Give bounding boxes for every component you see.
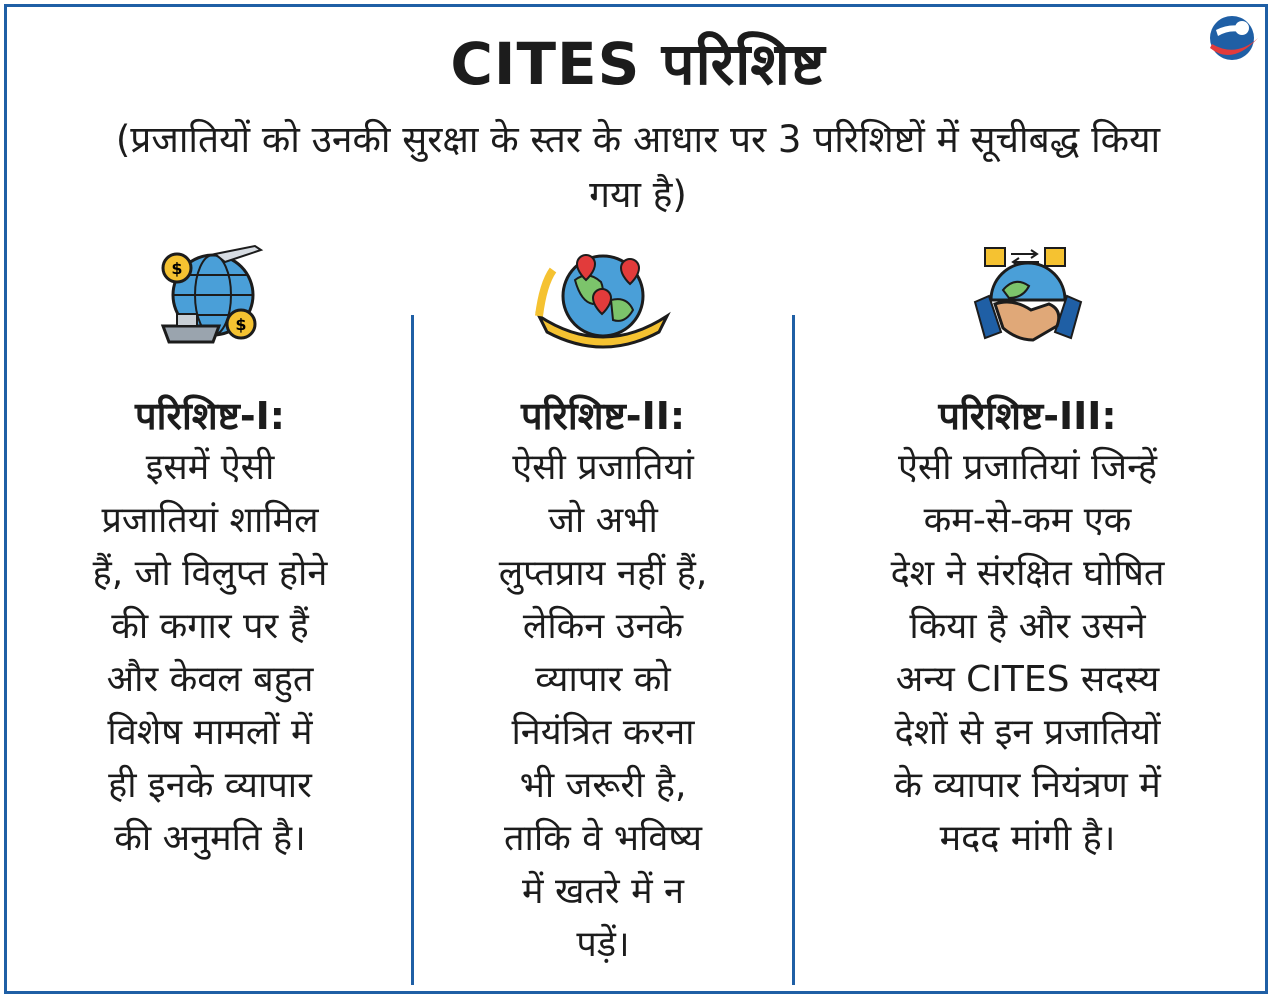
page-title: CITES परिशिष्ट	[450, 30, 826, 98]
svg-text:$: $	[171, 259, 183, 278]
column-divider	[411, 315, 414, 985]
svg-text:$: $	[235, 315, 247, 334]
appendix-3-heading: परिशिष्ट-III:	[938, 394, 1117, 438]
appendix-1-heading: परिशिष्ट-I:	[135, 394, 285, 438]
appendix-2-description: ऐसी प्रजातियां जो अभी लुप्तप्राय नहीं हैं, लेकिन उनके व्यापार को नियंत्रित करना भी जरूरी है, ताकि वे भविष्य में खतरे में न पड़ें।	[498, 447, 708, 965]
appendix-3-column	[800, 240, 1255, 865]
column-divider	[792, 315, 795, 985]
appendix-2-column	[418, 240, 788, 971]
global-trade-icon	[155, 240, 265, 355]
page-subtitle: (प्रजातियों को उनकी सुरक्षा के स्तर के आधार पर 3 परिशिष्टों में सूचीबद्ध किया गया है)	[115, 118, 1161, 216]
globe-location-icon	[533, 240, 673, 355]
appendix-1-description: इसमें ऐसी प्रजातियां शामिल हैं, जो विलुप्त होने की कगार पर हैं और केवल बहुत विशेष मामलों में ही इनके व्यापार की अनुमति है।	[92, 447, 328, 859]
appendix-1-column	[20, 240, 400, 865]
appendix-3-description: ऐसी प्रजातियां जिन्हें कम-से-कम एक देश ने संरक्षित घोषित किया है और उसने अन्य CITES सदस्य देशों से इन प्रजातियों के व्यापार नियंत्रण में मदद मांगी है।	[890, 447, 1165, 859]
appendix-2-heading: परिशिष्ट-II:	[520, 394, 686, 438]
handshake-globe-icon	[973, 240, 1083, 355]
